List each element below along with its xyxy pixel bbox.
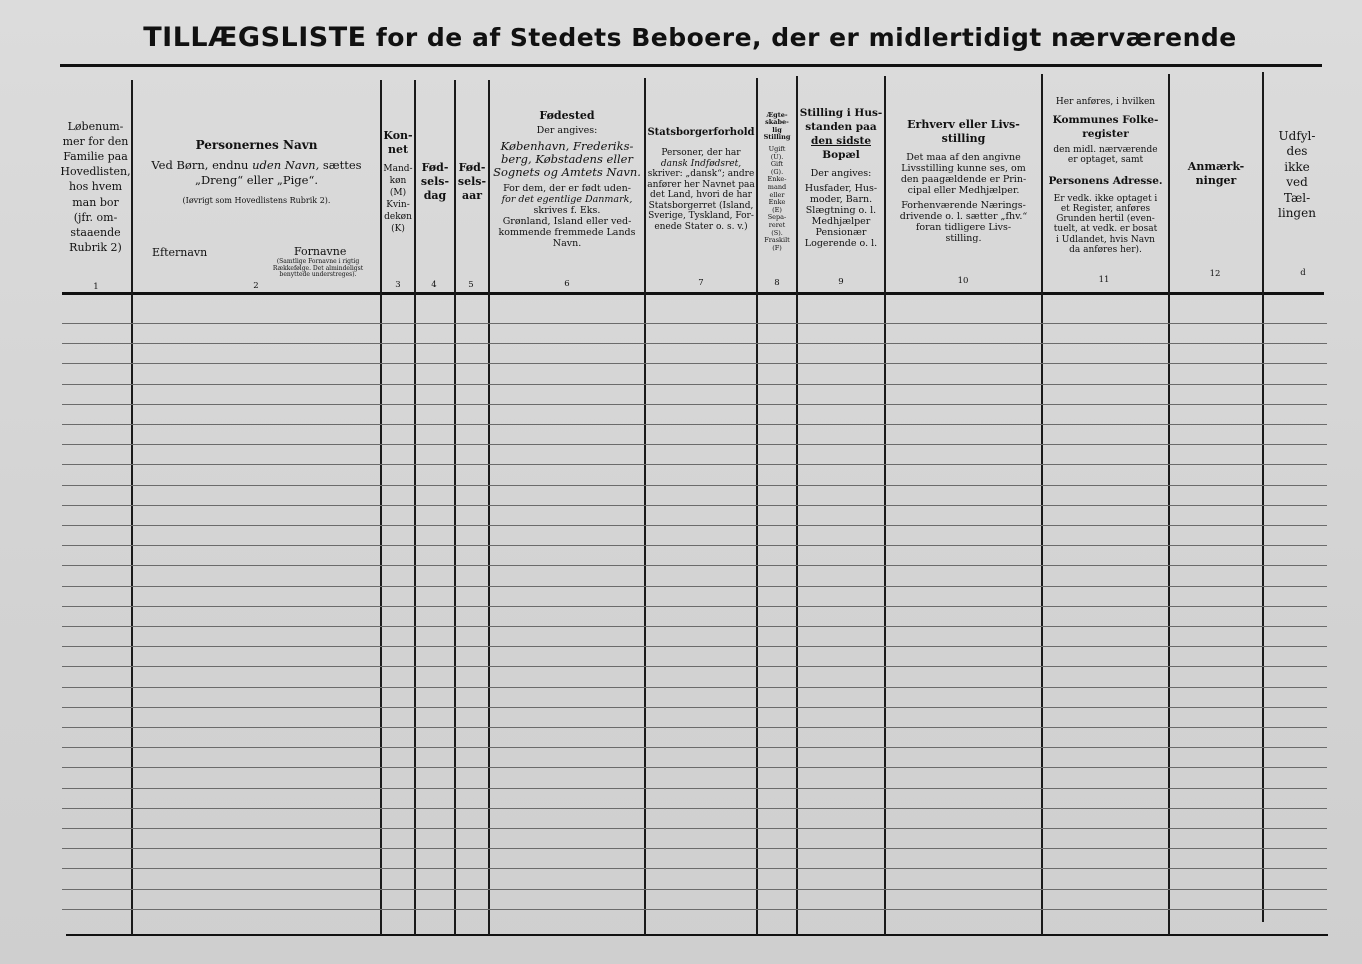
col10-heading-1: Erhverv eller Livs- bbox=[907, 118, 1020, 131]
col3-text-6: (K) bbox=[391, 224, 405, 234]
col11-top: Her anføres, i hvilken bbox=[1055, 96, 1156, 107]
col3-text-4: Kvin- bbox=[386, 200, 410, 210]
col3-heading-1: Kon- bbox=[383, 129, 413, 142]
col2-heading: Personernes Navn bbox=[195, 137, 318, 152]
col3-text-5: dekøn bbox=[384, 212, 412, 222]
col1-text-5: hos hvem bbox=[68, 180, 123, 194]
col6-italic-2: berg, Købstadens eller bbox=[501, 152, 633, 166]
col9-text-1: Husfader, Hus- bbox=[804, 182, 878, 194]
col4-text-3: dag bbox=[423, 189, 447, 202]
col9-header bbox=[798, 102, 884, 252]
col9-number: 9 bbox=[838, 277, 844, 287]
col7-text-1: Personer, der har bbox=[661, 148, 741, 158]
entry-row-line bbox=[62, 727, 1327, 728]
col10-number: 10 bbox=[957, 276, 969, 286]
col8-text-6: mand bbox=[767, 183, 787, 191]
col8-text-13: Fraskilt bbox=[764, 236, 790, 245]
column-divider-1 bbox=[131, 80, 133, 935]
col6-italic-3: Sognets og Amtets Navn. bbox=[493, 165, 641, 179]
col1-text-8: staaende bbox=[70, 226, 121, 239]
col2-fornavne: Fornavne bbox=[294, 245, 347, 258]
col11-text-6: da anføres her). bbox=[1069, 245, 1142, 256]
col6-heading: Fødested bbox=[539, 109, 595, 122]
entry-row-line bbox=[62, 343, 1327, 344]
col12-header bbox=[1170, 156, 1262, 192]
entry-row-line bbox=[62, 323, 1327, 324]
col2-fornavne-note-1: (Samtlige Fornavne i rigtig bbox=[276, 258, 360, 266]
col6-italic-1: København, Frederiks- bbox=[500, 139, 634, 153]
col1-text-1: Løbenum- bbox=[67, 119, 124, 133]
col9-text-4: Medhjælper bbox=[811, 215, 871, 227]
col9-heading-4: Bopæl bbox=[822, 148, 860, 161]
col7-text-6: Statsborgerret (Island, bbox=[648, 200, 754, 211]
column-divider-3 bbox=[414, 80, 416, 935]
col2-efternavn: Efternavn bbox=[152, 246, 208, 259]
col6-para-2: for det egentlige Danmark, bbox=[501, 194, 633, 205]
col8-text-3: Gift bbox=[770, 160, 784, 169]
col2-fornavne-note-3: benyttede understreges). bbox=[279, 271, 357, 279]
col11-text-2: et Register, anføres bbox=[1060, 203, 1151, 214]
col2-number: 2 bbox=[253, 281, 259, 291]
col3-header bbox=[382, 122, 414, 242]
col2-fornavne-note bbox=[258, 258, 378, 280]
col1-number: 1 bbox=[93, 282, 99, 292]
col13-text-3: ikke bbox=[1284, 159, 1310, 174]
entry-row-line bbox=[62, 687, 1327, 688]
entry-row-line bbox=[62, 747, 1327, 748]
header-bottom-rule bbox=[62, 292, 1324, 295]
col6-para-1: For dem, der er født uden- bbox=[503, 183, 631, 194]
col2-note: (Iøvrigt som Hovedlistens Rubrik 2). bbox=[182, 195, 331, 205]
entry-row-line bbox=[62, 464, 1327, 465]
entry-row-line bbox=[62, 666, 1327, 667]
col8-text-11: reret bbox=[768, 220, 786, 229]
form-title-rest: for de af Stedets Beboere, der er midlertidigt nærværende bbox=[375, 23, 1237, 52]
col7-text-8: enede Stater o. s. v.) bbox=[654, 221, 748, 232]
col8-text-9: (E) bbox=[772, 205, 782, 214]
col13-number: d bbox=[1300, 268, 1306, 278]
form-title bbox=[60, 22, 1320, 53]
col8-heading-1: Ægte- bbox=[766, 110, 788, 119]
col12-heading-2: ninger bbox=[1195, 174, 1237, 187]
col11-heading-2: register bbox=[1082, 127, 1129, 140]
entry-row-line bbox=[62, 767, 1327, 768]
col2-fornavne-note-2: Rækkefølge. Det almindeligst bbox=[272, 264, 364, 272]
col7-text-2: dansk Indfødsret, bbox=[660, 158, 742, 169]
col11-text-5: i Udlandet, hvis Navn bbox=[1056, 234, 1155, 245]
col6-para-6: Navn. bbox=[552, 238, 582, 249]
entry-row-line bbox=[62, 404, 1327, 405]
col6-para-4: Grønland, Island eller ved- bbox=[502, 216, 632, 227]
col8-text-12: (S). bbox=[771, 228, 783, 237]
col10-text-3: den paagældende er Prin- bbox=[900, 174, 1027, 185]
col8-text-14: (F) bbox=[772, 243, 782, 252]
col7-heading: Statsborgerforhold bbox=[647, 127, 755, 138]
entry-row-line bbox=[62, 545, 1327, 546]
entry-row-line bbox=[62, 707, 1327, 708]
col13-text-2: des bbox=[1286, 144, 1308, 158]
col8-text-10: Sepa- bbox=[767, 213, 787, 222]
column-divider-4 bbox=[454, 80, 456, 935]
col12-number: 12 bbox=[1209, 269, 1221, 279]
entry-row-line bbox=[62, 808, 1327, 809]
col8-text-7: eller bbox=[769, 190, 785, 199]
entry-row-line bbox=[62, 788, 1327, 789]
col13-text-4: ved bbox=[1286, 175, 1308, 189]
col6-header bbox=[490, 104, 644, 254]
col11-mid-2: er optaget, samt bbox=[1067, 155, 1144, 166]
entry-row-line bbox=[62, 889, 1327, 890]
col8-text-8: Enke bbox=[768, 198, 786, 207]
col1-text-9: Rubrik 2) bbox=[69, 241, 122, 255]
entry-row-line bbox=[62, 848, 1327, 849]
col3-text-1: Mand- bbox=[383, 164, 413, 174]
col3-number: 3 bbox=[395, 280, 401, 290]
col11-heading2: Personens Adresse. bbox=[1048, 174, 1163, 187]
col8-heading-4: Stilling bbox=[763, 133, 791, 142]
entry-row-line bbox=[62, 828, 1327, 829]
col9-heading-1: Stilling i Hus- bbox=[799, 106, 883, 119]
col8-text-1: Ugift bbox=[768, 145, 786, 154]
col7-text-3: skriver: „dansk“; andre bbox=[647, 169, 755, 179]
col9-text-6: Logerende o. l. bbox=[804, 237, 878, 249]
col4-number: 4 bbox=[431, 280, 437, 290]
col4-header bbox=[416, 158, 454, 206]
col1-text-3: Familie paa bbox=[63, 149, 128, 163]
col1-header bbox=[60, 112, 131, 262]
col2-line1-end: sættes bbox=[322, 157, 362, 172]
col11-text-4: tuelt, at vedk. er bosat bbox=[1053, 224, 1158, 235]
col3-text-3: (M) bbox=[389, 188, 407, 198]
col11-text-3: Grunden hertil (even- bbox=[1056, 214, 1155, 225]
col2-line2: „Dreng“ eller „Pige“. bbox=[195, 172, 318, 187]
col8-text-4: (G). bbox=[770, 167, 784, 176]
col11-text-1: Er vedk. ikke optaget i bbox=[1053, 193, 1158, 204]
col9-text-3: Slægtning o. l. bbox=[805, 204, 877, 216]
entry-row-line bbox=[62, 505, 1327, 506]
top-rule bbox=[60, 64, 1322, 67]
col10-heading-2: stilling bbox=[941, 132, 986, 145]
col5-header bbox=[456, 158, 488, 206]
col13-text-1: Udfyl- bbox=[1278, 128, 1316, 143]
col10-text2-4: stilling. bbox=[945, 233, 982, 244]
col3-text-2: køn bbox=[389, 176, 407, 186]
col1-text-7: (jfr. om- bbox=[73, 210, 118, 224]
entry-row-line bbox=[62, 646, 1327, 647]
col7-header bbox=[646, 124, 756, 234]
col7-text-4: anfører her Navnet paa bbox=[647, 179, 755, 190]
col1-text-4: Hovedlisten, bbox=[60, 165, 131, 179]
col6-number: 6 bbox=[564, 279, 570, 289]
col13-text-5: Tæl- bbox=[1283, 190, 1311, 205]
bottom-rule bbox=[66, 934, 1328, 936]
col4-text-1: Fød- bbox=[421, 161, 449, 174]
col11-mid-1: den midl. nærværende bbox=[1053, 144, 1158, 155]
entry-row-line bbox=[62, 868, 1327, 869]
col3-heading-2: net bbox=[387, 143, 409, 156]
col10-text2-2: drivende o. l. sætter „fhv.“ bbox=[899, 211, 1028, 222]
col2-line1 bbox=[151, 158, 361, 173]
col9-heading-2: standen paa bbox=[805, 120, 877, 133]
col9-sub: Der angives: bbox=[810, 167, 872, 179]
col5-text-1: Fød- bbox=[458, 161, 486, 174]
col10-text2-1: Forhenværende Nærings- bbox=[901, 200, 1026, 211]
col8-heading-2: skabe- bbox=[765, 118, 789, 127]
col11-header bbox=[1043, 88, 1168, 264]
col9-heading-3: den sidste bbox=[811, 134, 871, 147]
entry-row-line bbox=[62, 363, 1327, 364]
col8-text-5: Enke- bbox=[767, 175, 787, 184]
col10-header bbox=[886, 114, 1041, 248]
col10-text-4: cipal eller Medhjælper. bbox=[907, 185, 1020, 196]
col2-line1-italic: uden Navn, bbox=[252, 157, 320, 172]
col8-heading-3: lig bbox=[772, 125, 782, 134]
col13-text-6: lingen bbox=[1278, 206, 1316, 220]
col7-text-7: Sverige, Tyskland, For- bbox=[648, 211, 754, 221]
col9-text-2: moder, Barn. bbox=[809, 193, 873, 205]
col7-number: 7 bbox=[698, 278, 704, 288]
form-title-main: TILLÆGSLISTE bbox=[143, 22, 367, 53]
col10-text2-3: foran tidligere Livs- bbox=[915, 222, 1012, 233]
col2-header bbox=[134, 126, 379, 216]
col8-text-2: (U). bbox=[770, 152, 784, 161]
col4-text-2: sels- bbox=[420, 175, 450, 188]
entry-row-line bbox=[62, 525, 1327, 526]
col11-heading-1: Kommunes Folke- bbox=[1052, 113, 1159, 126]
col10-text-1: Det maa af den angivne bbox=[906, 152, 1021, 163]
col11-number: 11 bbox=[1098, 275, 1110, 285]
entry-row-line bbox=[62, 444, 1327, 445]
col8-number: 8 bbox=[774, 278, 780, 288]
col12-heading-1: Anmærk- bbox=[1187, 160, 1245, 173]
col6-para-3: skrives f. Eks. bbox=[533, 205, 601, 216]
entry-row-line bbox=[62, 565, 1327, 566]
col5-text-3: aar bbox=[461, 189, 483, 202]
col6-sub: Der angives: bbox=[536, 125, 598, 136]
col6-para-5: kommende fremmede Lands bbox=[498, 227, 636, 238]
col5-text-2: sels- bbox=[457, 175, 487, 188]
entry-row-line bbox=[62, 586, 1327, 587]
col13-header bbox=[1264, 126, 1330, 224]
col7-text-5: det Land, hvori de har bbox=[650, 190, 752, 200]
col9-text-5: Pensionær bbox=[815, 226, 867, 238]
entry-row-line bbox=[62, 606, 1327, 607]
entry-row-line bbox=[62, 485, 1327, 486]
col5-number: 5 bbox=[468, 280, 474, 290]
entry-row-line bbox=[62, 424, 1327, 425]
entry-row-line bbox=[62, 384, 1327, 385]
entry-row-line bbox=[62, 909, 1327, 910]
col2-line1-a: Ved Børn, endnu bbox=[151, 157, 249, 172]
col1-text-6: man bor bbox=[72, 195, 119, 209]
col8-header bbox=[758, 100, 796, 264]
col10-text-2: Livsstilling kunne ses, om bbox=[901, 163, 1026, 174]
col1-text-2: mer for den bbox=[62, 134, 129, 148]
entry-row-line bbox=[62, 626, 1327, 627]
